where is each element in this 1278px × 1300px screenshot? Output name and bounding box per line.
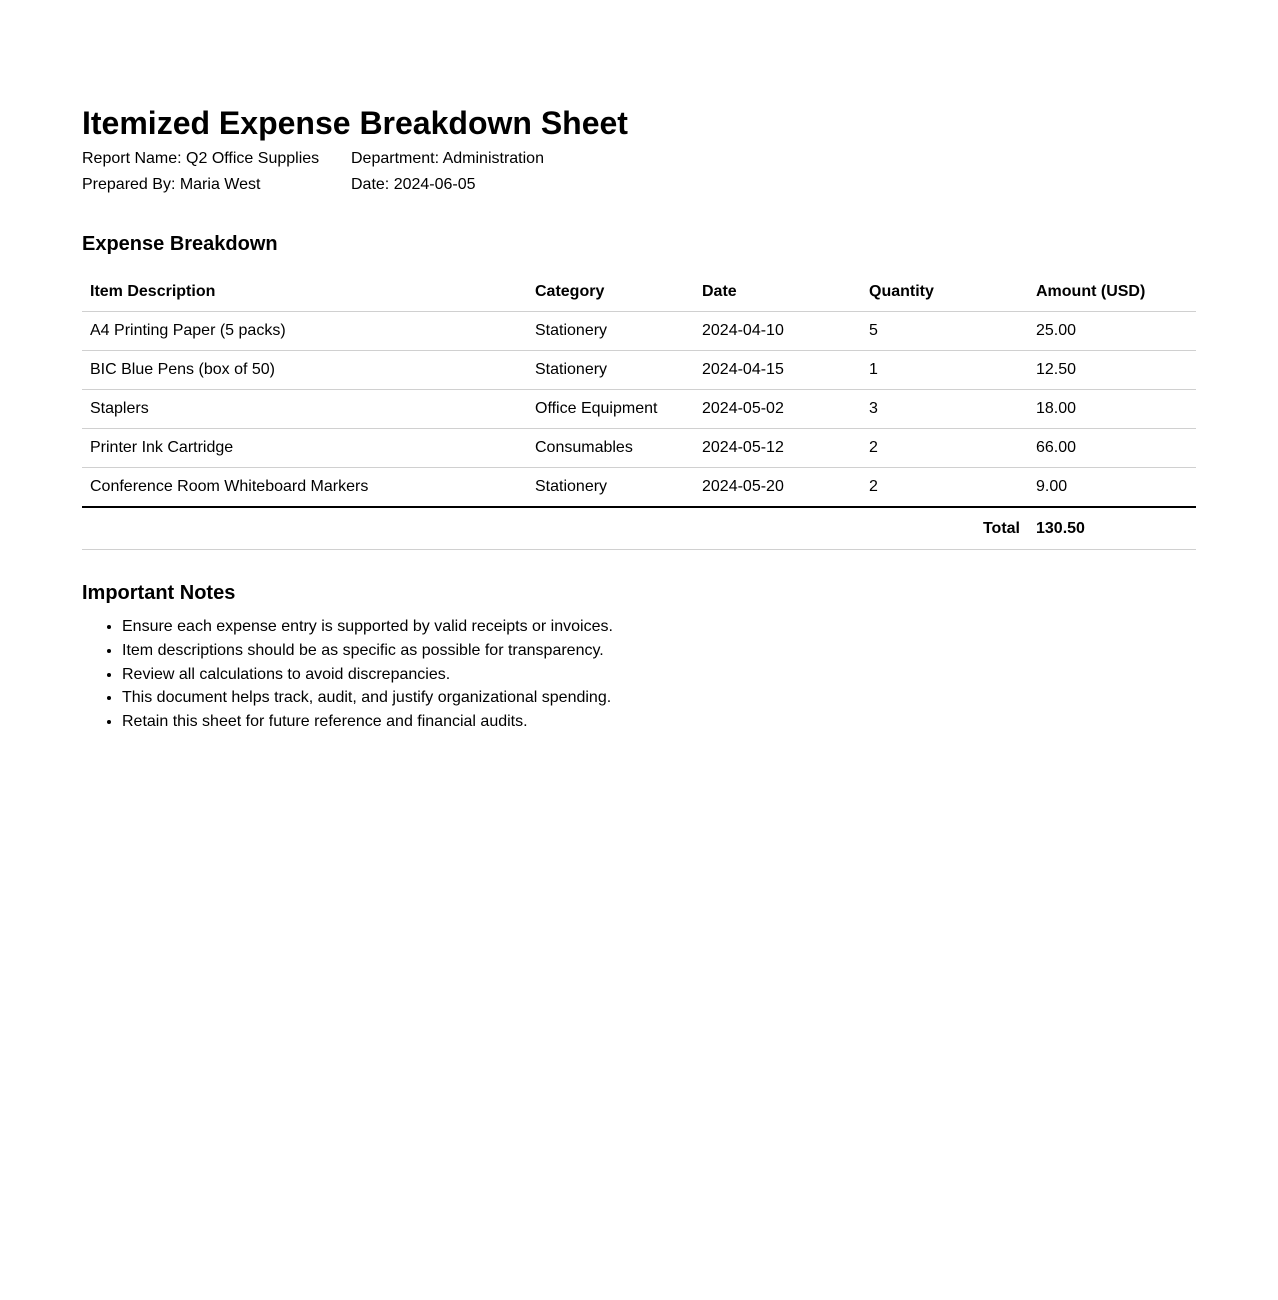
item-quantity: 2: [861, 429, 1028, 468]
page-title: Itemized Expense Breakdown Sheet: [82, 105, 628, 141]
item-amount: 12.50: [1028, 351, 1196, 390]
item-date: 2024-05-12: [694, 429, 861, 468]
note-item: • Item descriptions should be as specific as possible for transparency.: [122, 639, 613, 663]
table-row: [82, 312, 1196, 351]
item-description: A4 Printing Paper (5 packs): [82, 312, 527, 351]
item-category: Office Equipment: [527, 390, 694, 429]
report-date: Date: 2024-06-05: [351, 176, 476, 193]
item-date: 2024-04-15: [694, 351, 861, 390]
note-item: • Retain this sheet for future reference and financial audits.: [122, 710, 613, 734]
item-quantity: 5: [861, 312, 1028, 351]
item-amount: 25.00: [1028, 312, 1196, 351]
item-quantity: 1: [861, 351, 1028, 390]
table-row: [82, 468, 1196, 508]
total-label: Total: [82, 507, 1028, 550]
column-header-date: Date: [694, 273, 861, 312]
note-item: • Ensure each expense entry is supported by valid receipts or invoices.: [122, 615, 613, 639]
item-amount: 18.00: [1028, 390, 1196, 429]
report-meta: [82, 146, 544, 198]
item-description: Conference Room Whiteboard Markers: [82, 468, 527, 508]
table-row: [82, 429, 1196, 468]
column-header-item-description: Item Description: [82, 273, 527, 312]
column-header-category: Category: [527, 273, 694, 312]
item-date: 2024-05-02: [694, 390, 861, 429]
item-category: Stationery: [527, 312, 694, 351]
note-item: • Review all calculations to avoid discrepancies.: [122, 663, 613, 687]
notes-list: [82, 615, 613, 734]
item-description: Staplers: [82, 390, 527, 429]
column-header-quantity: Quantity: [861, 273, 1028, 312]
item-quantity: 3: [861, 390, 1028, 429]
expense-section-title: Expense Breakdown: [82, 233, 278, 255]
item-quantity: 2: [861, 468, 1028, 508]
table-row: [82, 390, 1196, 429]
table-row: [82, 351, 1196, 390]
column-header-amount: Amount (USD): [1028, 273, 1196, 312]
expense-table: [82, 273, 1196, 550]
meta-row: [82, 146, 544, 172]
item-amount: 9.00: [1028, 468, 1196, 508]
report-name: Report Name: Q2 Office Supplies: [82, 150, 320, 167]
item-description: BIC Blue Pens (box of 50): [82, 351, 527, 390]
total-value: 130.50: [1028, 507, 1196, 550]
total-row: [82, 507, 1196, 550]
table-header-row: [82, 273, 1196, 312]
meta-row: [82, 172, 544, 198]
item-category: Stationery: [527, 351, 694, 390]
department: Department: Administration: [351, 150, 544, 167]
notes-section-title: Important Notes: [82, 582, 236, 604]
item-date: 2024-05-20: [694, 468, 861, 508]
item-description: Printer Ink Cartridge: [82, 429, 527, 468]
item-amount: 66.00: [1028, 429, 1196, 468]
note-item: • This document helps track, audit, and justify organizational spending.: [122, 686, 613, 710]
prepared-by: Prepared By: Maria West: [82, 176, 261, 193]
item-category: Consumables: [527, 429, 694, 468]
item-category: Stationery: [527, 468, 694, 508]
item-date: 2024-04-10: [694, 312, 861, 351]
